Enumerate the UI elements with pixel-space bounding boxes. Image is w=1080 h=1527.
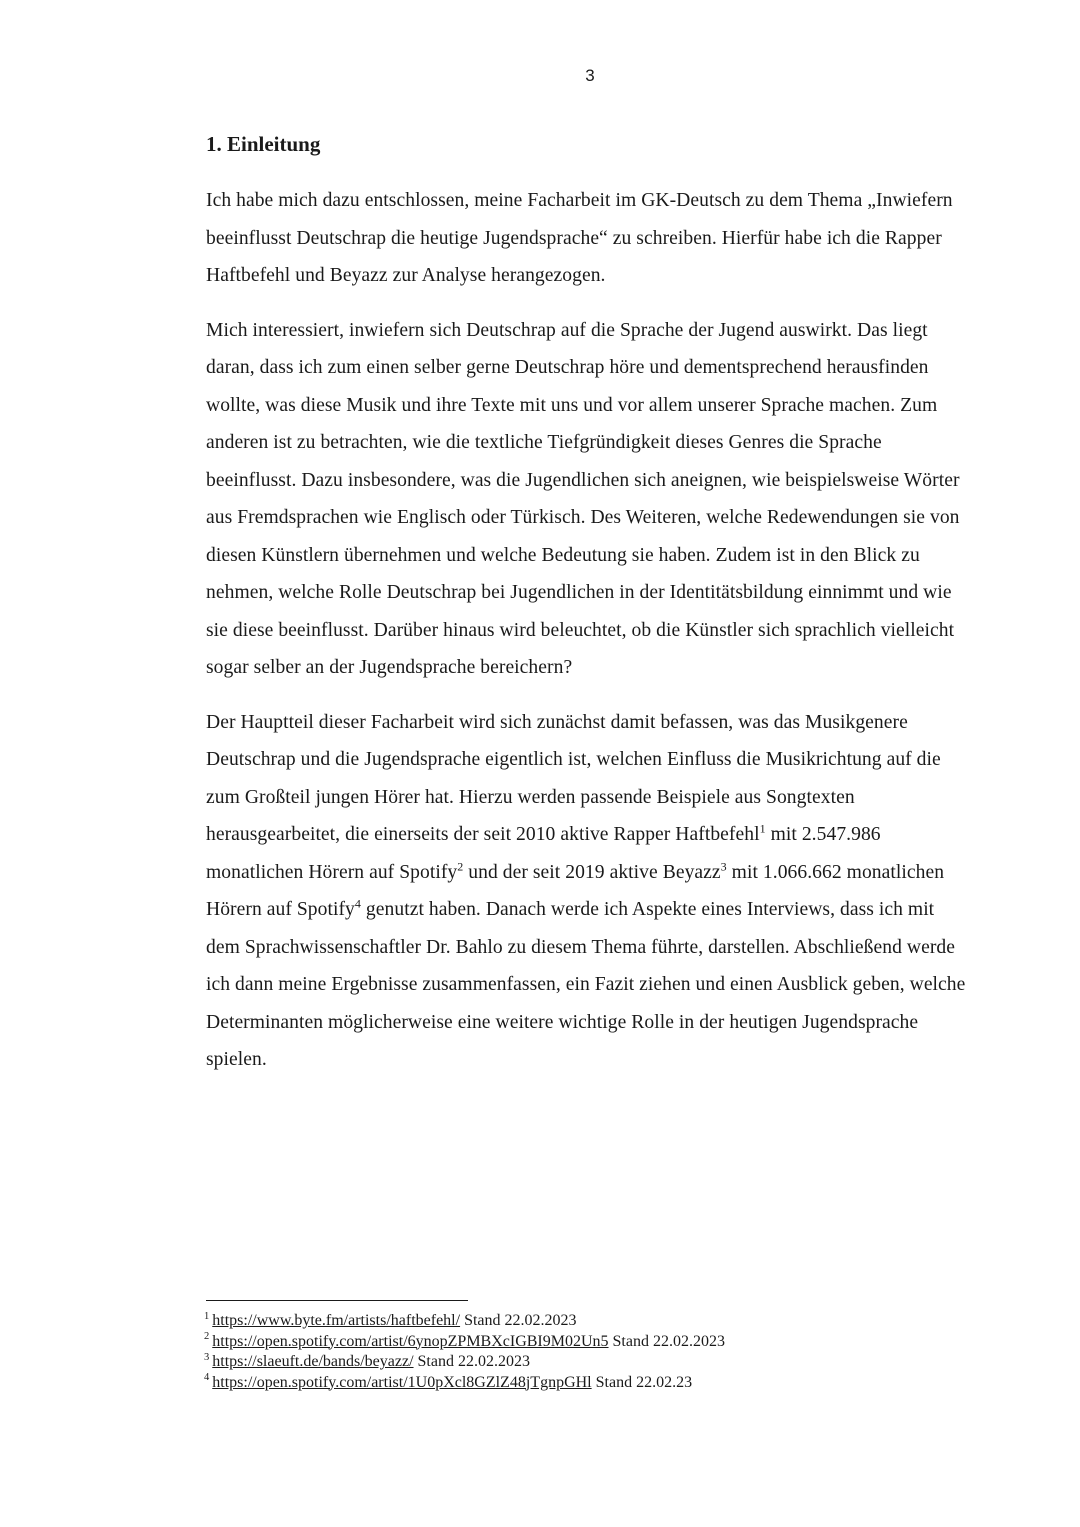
footnote-link-2[interactable]: https://open.spotify.com/artist/6ynopZPMBXcIGBI9M02Un5: [212, 1332, 609, 1350]
footnote-ref-1[interactable]: 1: [759, 821, 766, 836]
footnote-link-4[interactable]: https://open.spotify.com/artist/1U0pXcl8GZlZ48jTgnpGHl: [212, 1373, 592, 1391]
footnote-ref-4[interactable]: 4: [354, 896, 361, 911]
footnote-link-1[interactable]: https://www.byte.fm/artists/haftbefehl/: [212, 1312, 461, 1329]
paragraph-structure-text-3: und der seit 2019 aktive Beyazz: [463, 861, 721, 883]
footnote-link-3[interactable]: https://slaeuft.de/bands/beyazz/: [212, 1353, 414, 1370]
footnote-1: [204, 1311, 1004, 1332]
paragraph-structure-text-5: genutzt haben. Danach werde ich Aspekte eines Interviews, dass ich mit dem Sprachwissenschaftler Dr. Bahlo zu diesem Thema führte, darstellen. Abschließend werde ich dann meine Ergebnisse zusammenfassen, ein Fazit ziehen und einen Ausblick geben, welche Determinanten möglicherweise eine weitere wichtige Rolle in der heutigen Jugendsprache spielen.: [206, 899, 966, 1070]
footnote-number: 1: [204, 1310, 210, 1322]
footnote-date: Stand 22.02.2023: [608, 1332, 725, 1350]
footnote-number: 4: [204, 1372, 210, 1384]
footnote-4: [204, 1373, 1004, 1394]
footnote-2: [204, 1332, 1004, 1353]
footnote-ref-2[interactable]: 2: [457, 858, 464, 873]
footnote-separator: [206, 1300, 468, 1301]
paragraph-structure-text-4: mit 1.066.662 monatlichen Hörern auf Spotify: [206, 861, 945, 920]
paragraph-intro: Ich habe mich dazu entschlossen, meine Facharbeit im GK-Deutsch zu dem Thema „Inwiefern beeinflusst Deutschrap die heutige Jugendsprache“ zu schreiben. Hierfür habe ich die Rapper Haftbefehl und Beyazz zur Analyse herangezogen.: [206, 190, 953, 286]
document-body: [206, 128, 966, 1096]
footnote-number: 2: [204, 1331, 210, 1343]
footnote-number: 3: [204, 1351, 210, 1363]
paragraph-structure-text-2: mit 2.547.986 monatlichen Hörern auf Spotify: [206, 824, 881, 883]
paragraph-structure-text-1: Der Hauptteil dieser Facharbeit wird sich zunächst damit befassen, was das Musikgenere Deutschrap und die Jugendsprache eigentlich ist, welchen Einfluss die Musikrichtung auf die zum Großteil jungen Hörer hat. Hierzu werden passende Beispiele aus Songtexten herausgearbeitet, die einerseits der seit 2010 aktive Rapper Haftbefehl: [206, 711, 941, 845]
paragraph-motivation: Mich interessiert, inwiefern sich Deutschrap auf die Sprache der Jugend auswirkt. Das liegt daran, dass ich zum einen selber gerne Deutschrap höre und dementsprechend herausfinden wollte, was diese Musik und ihre Texte mit uns und vor allem unserer Sprache machen. Zum anderen ist zu betrachten, wie die textliche Tiefgründigkeit dieses Genres die Sprache beeinflusst. Dazu insbesondere, was die Jugendlichen sich aneignen, wie beispielsweise Wörter aus Fremdsprachen wie Englisch oder Türkisch. Des Weiteren, welche Redewendungen sie von diesen Künstlern übernehmen und welche Bedeutung sie haben. Zudem ist in den Blick zu nehmen, welche Rolle Deutschrap bei Jugendlichen in der Identitätsbildung einnimmt und wie sie diese beeinflusst. Darüber hinaus wird beleuchtet, ob die Künstler sich sprachlich vielleicht sogar selber an der Jugendsprache bereichern?: [206, 319, 960, 678]
footnote-3: [204, 1352, 1004, 1373]
paragraph-structure: [206, 704, 966, 1079]
footnotes: [204, 1311, 1004, 1393]
page-number: 3: [585, 66, 595, 85]
footnote-ref-3[interactable]: 3: [720, 858, 727, 873]
section-heading: 1. Einleitung: [206, 132, 321, 156]
footnote-date: Stand 22.02.2023: [460, 1312, 577, 1329]
footnote-date: Stand 22.02.2023: [413, 1353, 530, 1370]
footnote-date: Stand 22.02.23: [591, 1373, 693, 1391]
